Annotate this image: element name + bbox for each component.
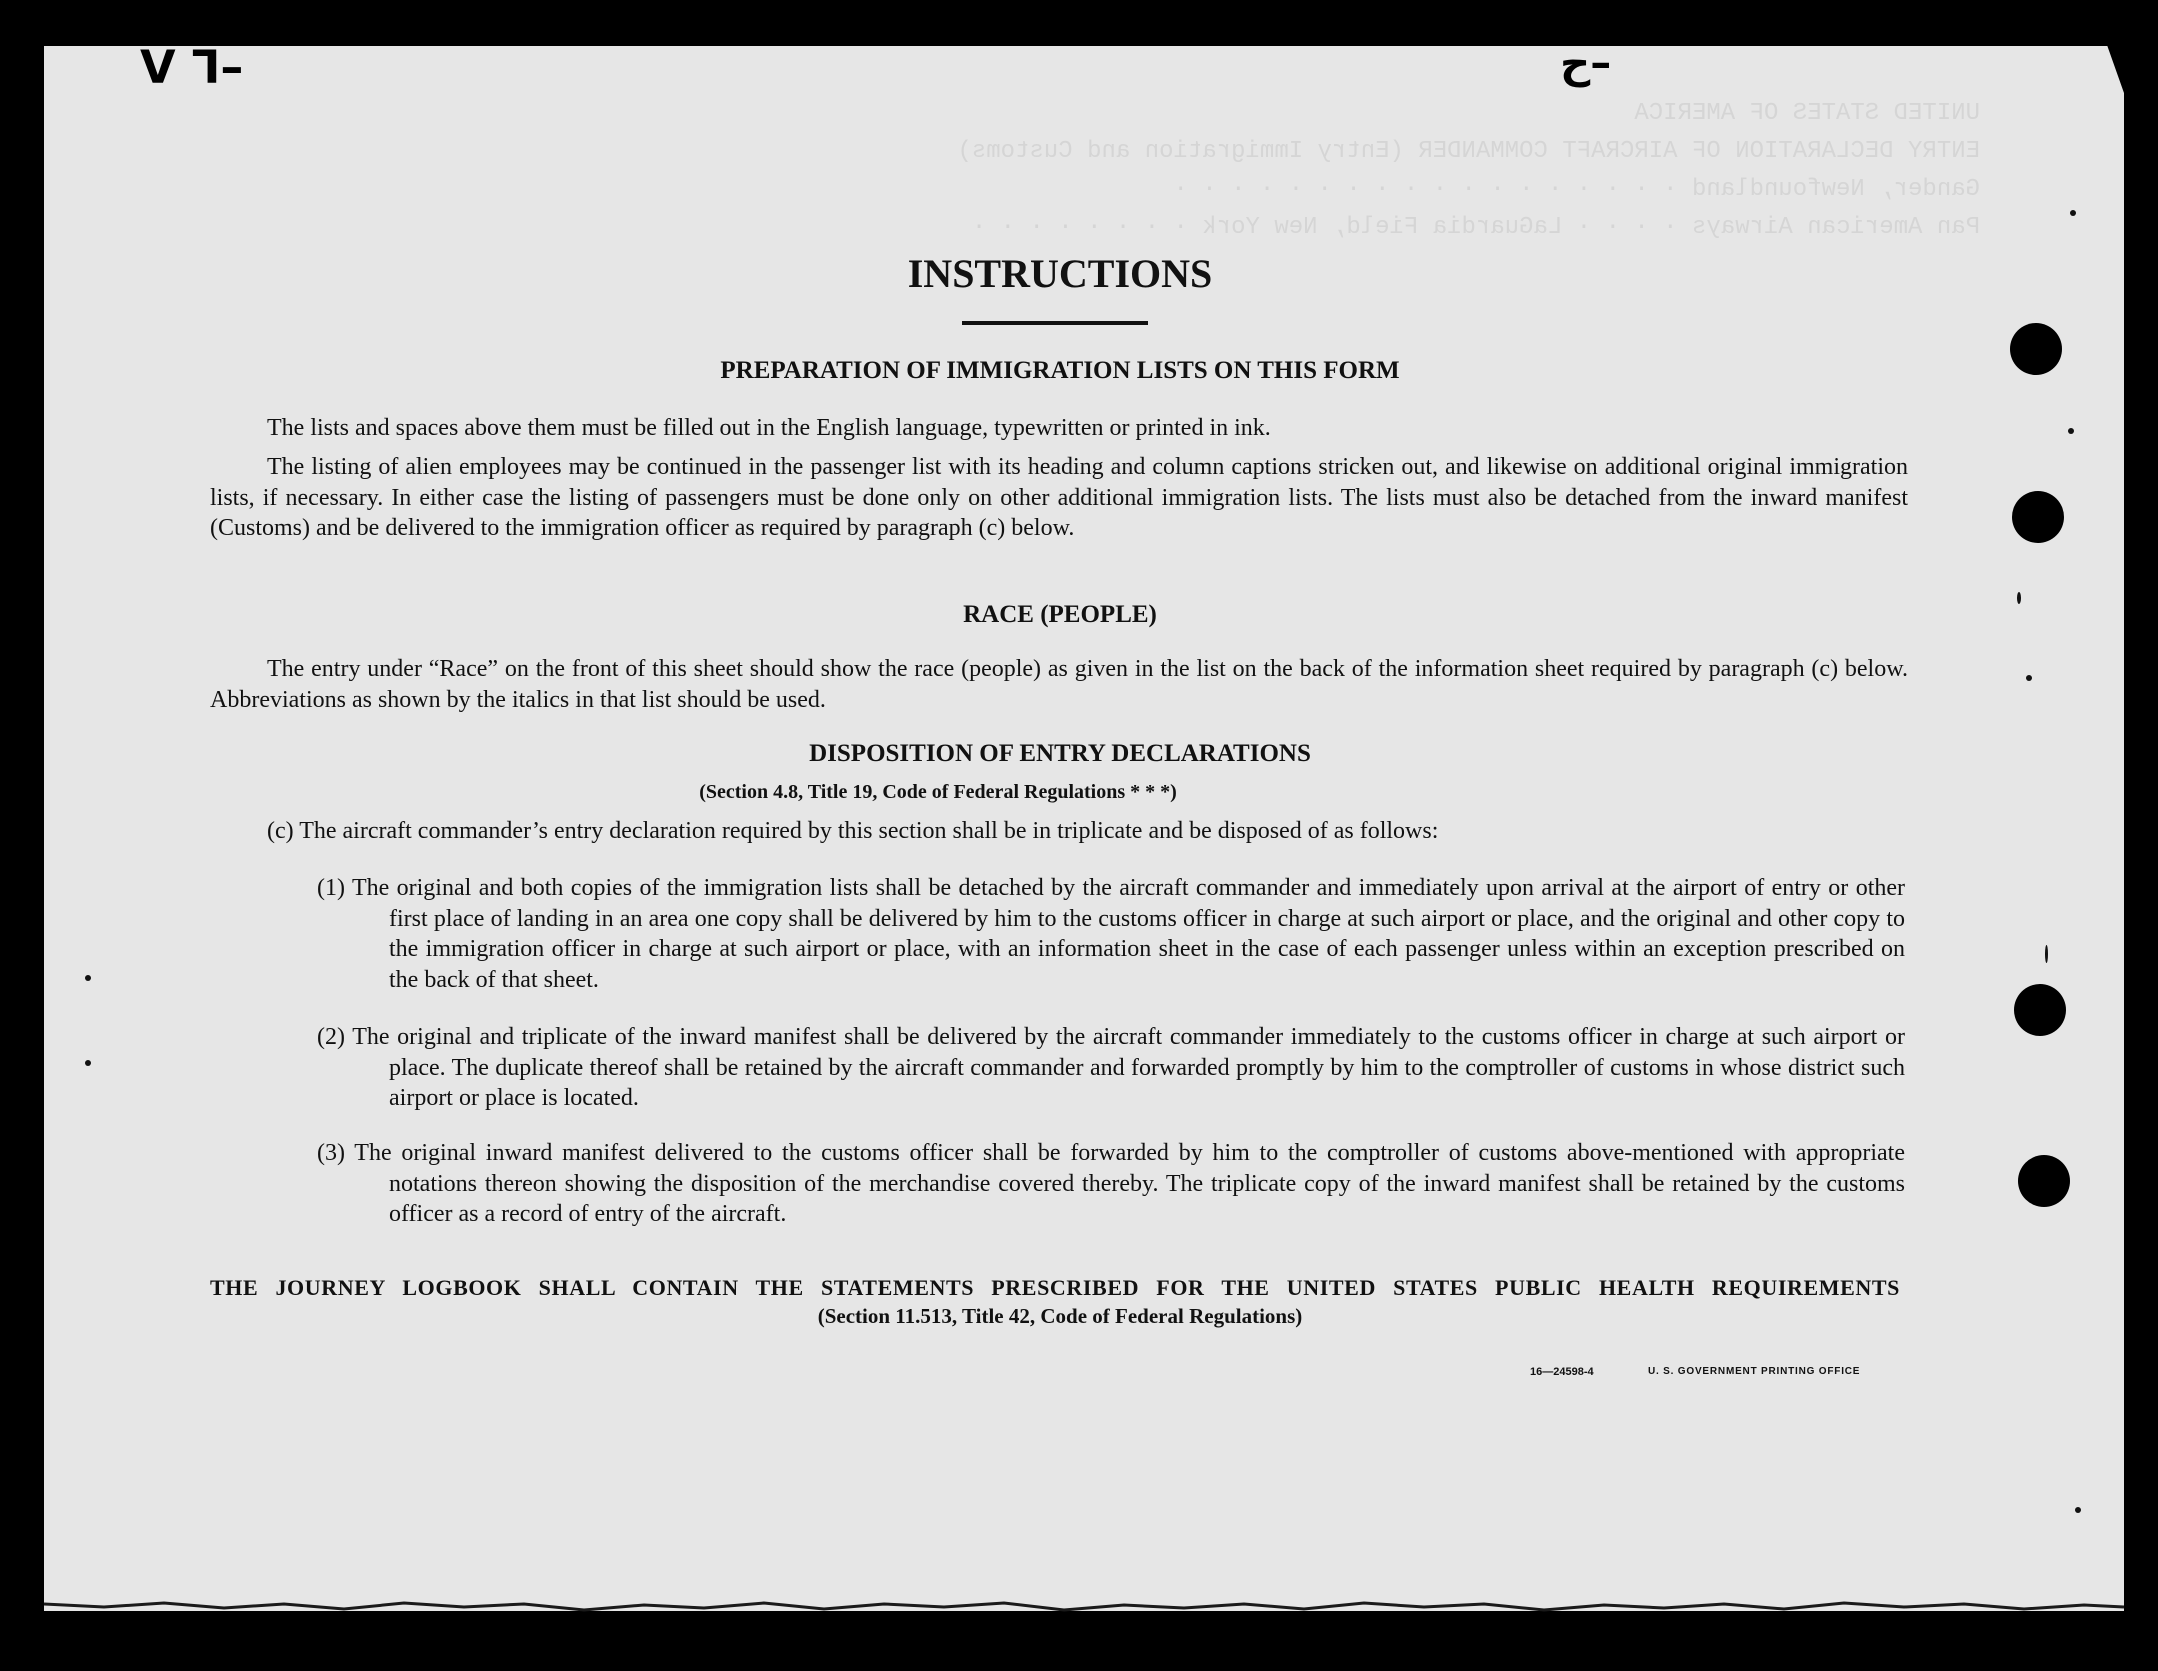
punch-hole (2012, 491, 2064, 543)
section-subheading: (Section 4.8, Title 19, Code of Federal Regulations * * *) (699, 781, 1177, 803)
section-heading-preparation: PREPARATION OF IMMIGRATION LISTS ON THIS FORM (720, 357, 1400, 384)
footer-statement: THE JOURNEY LOGBOOK SHALL CONTAIN THE STATEMENTS PRESCRIBED FOR THE UNITED STATES PUBLIC HEALTH REQUIREMENTS (210, 1275, 1900, 1300)
punch-hole (2014, 984, 2066, 1036)
speck (2070, 210, 2076, 216)
paragraph: The lists and spaces above them must be filled out in the English language, typewritten or printed in ink. (267, 415, 1271, 441)
section-heading-disposition: DISPOSITION OF ENTRY DECLARATIONS (809, 740, 1311, 767)
speck (2068, 428, 2074, 434)
section-heading-race: RACE (PEOPLE) (963, 601, 1157, 628)
speck (2045, 945, 2048, 963)
paragraph: The entry under “Race” on the front of this sheet should show the race (people) as given in the list on the back of the information sheet required by paragraph (c) below. Abbreviations as shown by the italics in that list should be used. (210, 656, 1908, 713)
paragraph-intro: (c) The aircraft commander’s entry declaration required by this section shall be in triplicate and be disposed of as follows: (267, 818, 1439, 844)
handwritten-mark: ح– (1560, 38, 1612, 87)
speck (2026, 675, 2032, 681)
speck (2017, 592, 2021, 604)
list-item: (1) The original and both copies of the immigration lists shall be detached by the aircraft commander and immediately upon arrival at the airport of entry or other first place of landing in an area one copy shall be delivered by him to the customs officer in charge at such airport or place, and the original and other copy to the immigration officer in charge at such airport or place, with an information sheet in the case of each passenger unless within an exception prescribed on the back of that sheet. (317, 875, 1905, 993)
print-code: 16—24598-4 (1530, 1366, 1594, 1378)
list-item: (3) The original inward manifest delivered to the customs officer shall be forwarded by him to the comptroller of customs above-mentioned with appropriate notations thereon showing the disposition of the merchandise covered thereby. The triplicate copy of the inward manifest shall be retained by the customs officer as a record of entry of the aircraft. (317, 1140, 1905, 1227)
speck (85, 975, 91, 981)
printer-imprint: U. S. GOVERNMENT PRINTING OFFICE (1648, 1366, 1861, 1377)
bleed-through-text: UNITED STATES OF AMERICA ENTRY DECLARATION OF AIRCRAFT COMMANDER (Entry Immigration and Customs) Gander, Newfoundland · · · · · · · · · · · · · · · · · · Pan American Airways · · · · LaGuardia Field, New York · · · · · · · · (957, 100, 1980, 241)
page-title: INSTRUCTIONS (907, 251, 1213, 296)
punch-hole (2018, 1155, 2070, 1207)
torn-bottom-edge (44, 1598, 2124, 1618)
punch-hole (2010, 323, 2062, 375)
footer-citation: (Section 11.513, Title 42, Code of Federal Regulations) (817, 1304, 1303, 1328)
title-underline (962, 321, 1148, 325)
speck (85, 1060, 91, 1066)
paragraph: The listing of alien employees may be continued in the passenger list with its heading and column captions stricken out, and likewise on additional original immigration lists, if necessary. In either case the listing of passengers must be done only on other additional immigration lists. The lists must also be detached from the inward manifest (Customs) and be delivered to the immigration officer as required by paragraph (c) below. (210, 454, 1908, 541)
speck (2075, 1507, 2081, 1513)
list-item: (2) The original and triplicate of the inward manifest shall be delivered by the aircraft commander immediately to the customs officer in charge at such airport or place. The duplicate thereof shall be retained by the aircraft commander and forwarded promptly by him to the comptroller of customs in whose district such airport or place is located. (317, 1024, 1905, 1111)
handwritten-mark: ᐯ ᒣ– (140, 40, 244, 94)
